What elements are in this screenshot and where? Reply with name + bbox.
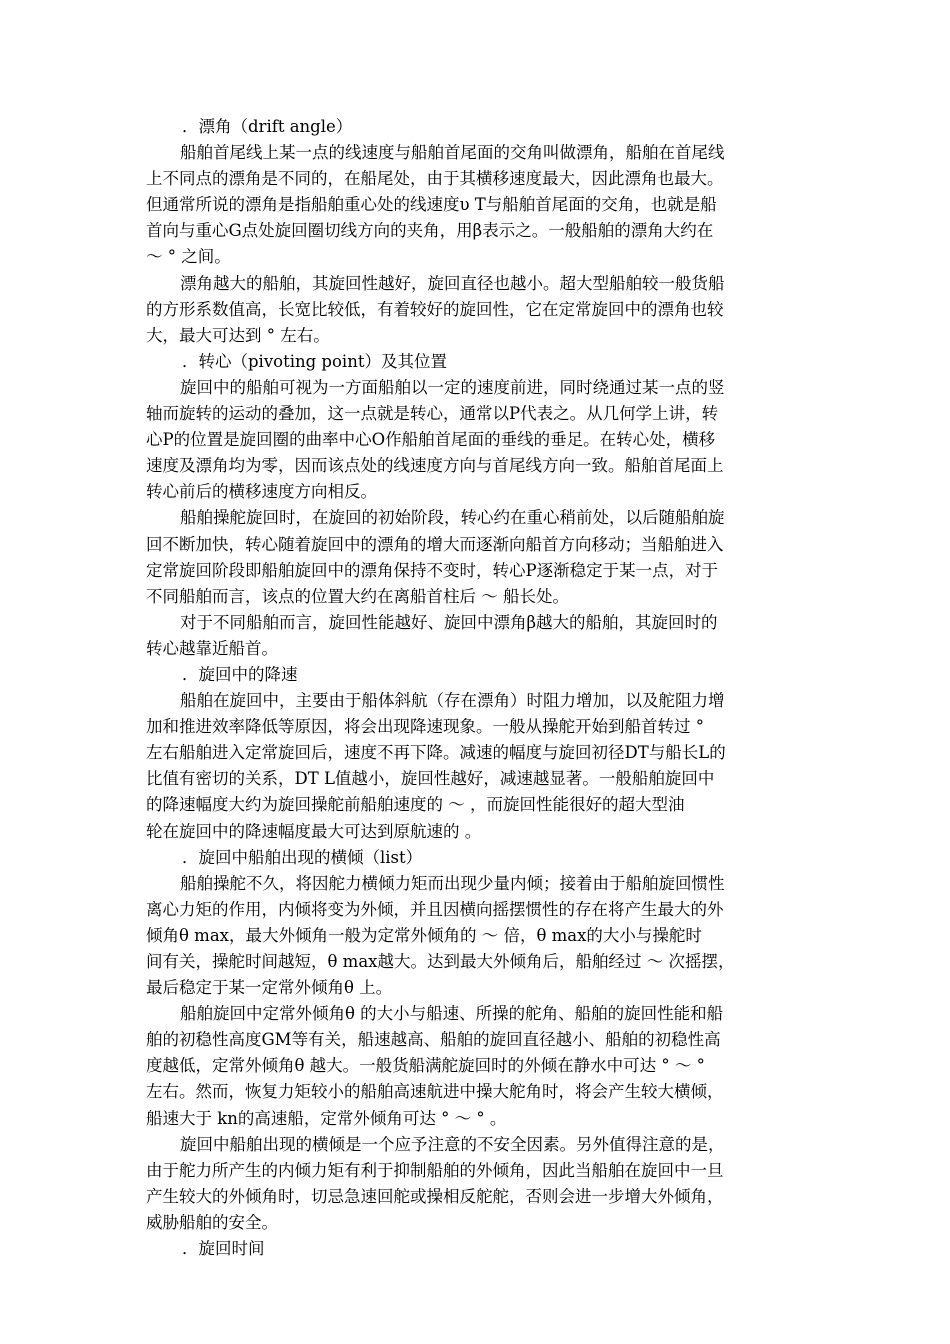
paragraph-line: 旋回中的船舶可视为一方面船舶以一定的速度前进，同时绕通过某一点的竖 xyxy=(180,377,725,397)
paragraph-line: 船速大于 kn的高速船，定常外倾角可达 ° ～ ° 。 xyxy=(146,1108,507,1128)
paragraph-line: 不同船舶而言，该点的位置大约在离船首柱后 ～ 船长处。 xyxy=(146,586,569,606)
paragraph-line: 最后稳定于某一定常外倾角θ 上。 xyxy=(146,978,393,998)
paragraph-line: 离心力矩的作用，内倾将变为外倾，并且因横向摇摆惯性的存在将产生最大的外 xyxy=(146,899,724,919)
paragraph-line: 间有关，操舵时间越短，θ max越大。达到最大外倾角后，船舶经过 ～ 次摇摆， xyxy=(146,952,735,971)
paragraph-line: 船舶操舵不久，将因舵力横倾力矩而出现少量内倾；接着由于船舶旋回惯性 xyxy=(180,873,725,893)
paragraph-line: 漂角越大的船舶，其旋回性越好，旋回直径也越小。超大型船舶较一般货船 xyxy=(180,273,725,293)
paragraph-line: 舶的初稳性高度GM等有关，船速越高、船舶的旋回直径越小、船舶的初稳性高 xyxy=(146,1030,721,1050)
paragraph-line: 心P的位置是旋回圈的曲率中心O作船舶首尾面的垂线的垂足。在转心处，横移 xyxy=(146,430,716,450)
section-heading: ．旋回时间 xyxy=(182,1239,265,1259)
paragraph-line: 转心越靠近船首。 xyxy=(146,638,278,658)
paragraph-line: ～ ° 之间。 xyxy=(146,247,231,267)
paragraph-line: 船舶在旋回中，主要由于船体斜航（存在漂角）时阻力增加，以及舵阻力增 xyxy=(180,691,725,711)
paragraph-line: 轴而旋转的运动的叠加，这一点就是转心，通常以P代表之。从几何学上讲，转 xyxy=(146,404,719,424)
paragraph-line: 的降速幅度大约为旋回操舵前船舶速度的 ～ ，而旋回性能很好的超大型油 xyxy=(146,795,685,815)
paragraph-line: 船舶操舵旋回时，在旋回的初始阶段，转心约在重心稍前处，以后随船舶旋 xyxy=(180,508,725,528)
paragraph-line: 加和推进效率降低等原因，将会出现降速现象。一般从操舵开始到船首转过 ° xyxy=(146,717,704,737)
section-heading: ．旋回中的降速 xyxy=(182,664,298,684)
paragraph-line: 回不断加快，转心随着旋回中的漂角的增大而逐渐向船首方向移动；当船舶进入 xyxy=(146,534,724,554)
paragraph-line: 船舶旋回中定常外倾角θ 的大小与船速、所操的舵角、船舶的旋回性能和船 xyxy=(180,1004,724,1024)
paragraph-line: 威胁船舶的安全。 xyxy=(146,1212,278,1232)
paragraph-line: 大，最大可达到 ° 左右。 xyxy=(146,325,330,345)
paragraph-line: 对于不同船舶而言，旋回性能越好、旋回中漂角β越大的船舶，其旋回时的 xyxy=(180,612,718,632)
paragraph-line: 度越低，定常外倾角θ 越大。一般货船满舵旋回时的外倾在静水中可达 ° ～ ° xyxy=(146,1056,705,1076)
paragraph-line: 定常旋回阶段即船舶旋回中的漂角保持不变时，转心P逐渐稳定于某一点，对于 xyxy=(146,560,719,580)
paragraph-line: 产生较大的外倾角时，切忌急速回舵或操相反舵舵，否则会进一步增大外倾角， xyxy=(146,1186,724,1206)
paragraph-line: 转心前后的横移速度方向相反。 xyxy=(146,482,377,502)
paragraph-line: 轮在旋回中的降速幅度最大可达到原航速的 。 xyxy=(146,821,482,841)
paragraph-line: 比值有密切的关系，DT L值越小，旋回性越好，减速越显著。一般船舶旋回中 xyxy=(146,769,715,789)
paragraph-line: 但通常所说的漂角是指船舶重心处的线速度υ T与船舶首尾面的交角，也就是船 xyxy=(146,195,717,215)
document-body xyxy=(146,114,810,1262)
paragraph-line: 倾角θ max，最大外倾角一般为定常外倾角的 ～ 倍，θ max的大小与操舵时 xyxy=(146,925,702,945)
paragraph-line: 上不同点的漂角是不同的，在船尾处，由于其横移速度最大，因此漂角也最大。 xyxy=(146,169,724,189)
section-heading: ．旋回中船舶出现的横倾（list） xyxy=(182,847,423,867)
paragraph-line: 左右。然而，恢复力矩较小的船舶高速航进中操大舵角时，将会产生较大横倾， xyxy=(146,1082,724,1102)
paragraph-line: 的方形系数值高，长宽比较低，有着较好的旋回性，它在定常旋回中的漂角也较 xyxy=(146,299,724,319)
section-heading: ．漂角（drift angle） xyxy=(182,117,353,136)
paragraph-line: 首向与重心G点处旋回圈切线方向的夹角，用β表示之。一般船舶的漂角大约在 xyxy=(146,221,714,241)
section-heading: ．转心（pivoting point）及其位置 xyxy=(182,351,447,371)
paragraph-line: 左右船舶进入定常旋回后，速度不再下降。减速的幅度与旋回初径DT与船长L的 xyxy=(146,743,726,763)
paragraph-line: 旋回中船舶出现的横倾是一个应予注意的不安全因素。另外值得注意的是， xyxy=(180,1134,725,1154)
paragraph-line: 船舶首尾线上某一点的线速度与船舶首尾面的交角叫做漂角，船舶在首尾线 xyxy=(180,143,725,163)
paragraph-line: 由于舵力所产生的内倾力矩有利于抑制船舶的外倾角，因此当船舶在旋回中一旦 xyxy=(146,1160,724,1180)
paragraph-line: 速度及漂角均为零，因而该点处的线速度方向与首尾线方向一致。船舶首尾面上 xyxy=(146,456,724,476)
